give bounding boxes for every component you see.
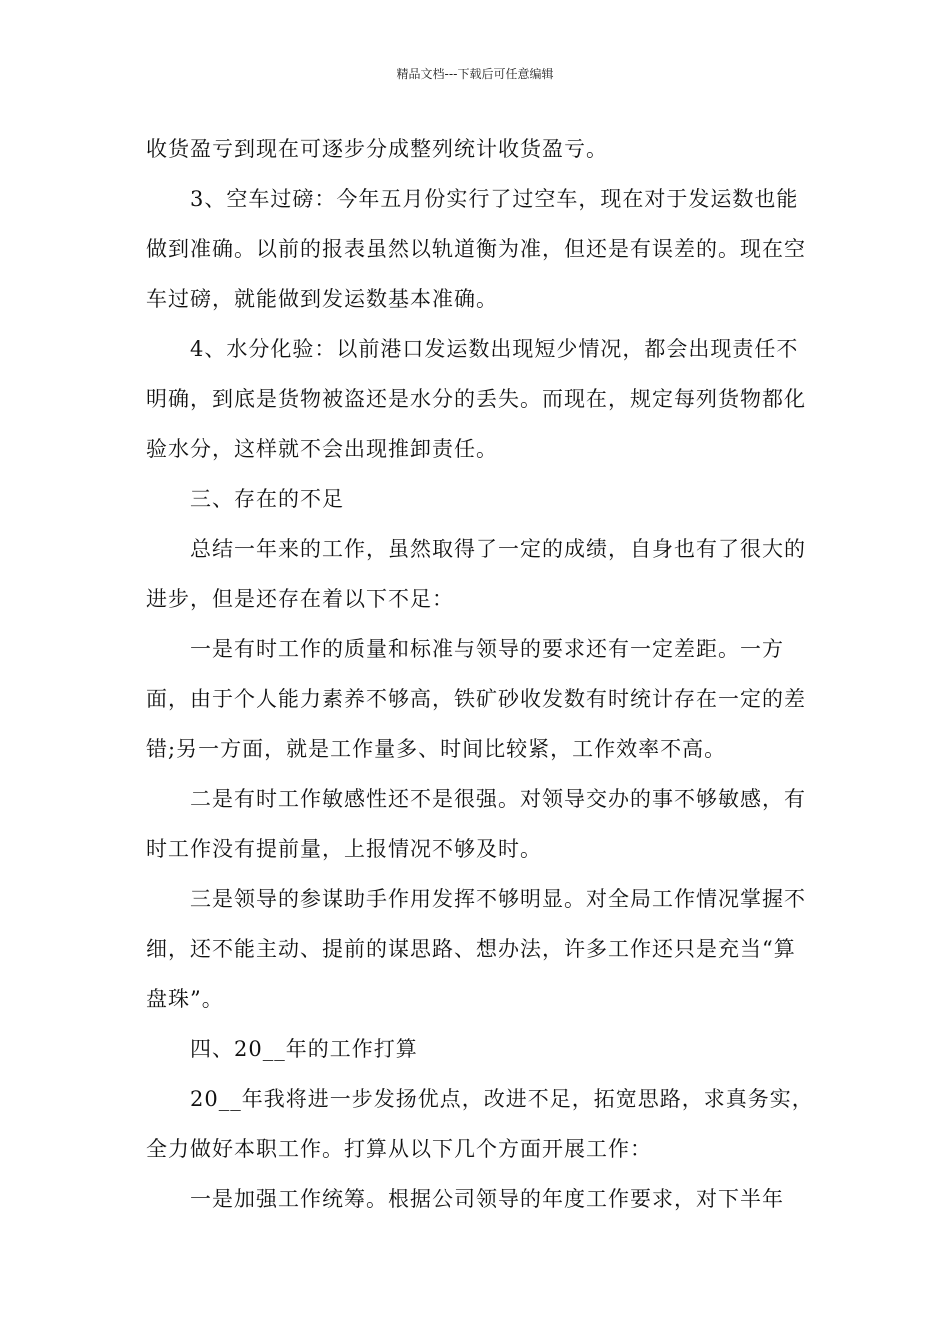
paragraph-continuation: 收货盈亏到现在可逐步分成整列统计收货盈亏。: [146, 137, 608, 161]
paragraph-empty-car-weighing: 3、空车过磅：今年五月份实行了过空车，现在对于发运数也能做到准确。以前的报表虽然以轨道衡为准，但还是有误差的。现在空车过磅，就能做到发运数基本准确。: [146, 187, 806, 311]
paragraph-shortcoming-3: 三是领导的参谋助手作用发挥不够明显。对全局工作情况掌握不细，还不能主动、提前的谋思路、想办法，许多工作还只是充当“算盘珠”。: [146, 887, 806, 1011]
section-heading-shortcomings: 三、存在的不足: [190, 487, 344, 511]
paragraph-summary: 总结一年来的工作，虽然取得了一定的成绩，自身也有了很大的进步，但是还存在着以下不足：: [146, 537, 806, 611]
paragraph-moisture-testing: 4、水分化验：以前港口发运数出现短少情况，都会出现责任不明确，到底是货物被盗还是水分的丢失。而现在，规定每列货物都化验水分，这样就不会出现推卸责任。: [146, 337, 806, 461]
paragraph-shortcoming-2: 二是有时工作敏感性还不是很强。对领导交办的事不够敏感，有时工作没有提前量，上报情况不够及时。: [146, 787, 806, 861]
page-header-watermark: 精品文档---下载后可任意编辑: [396, 67, 554, 81]
document-body: [146, 124, 816, 1224]
paragraph-shortcoming-1: 一是有时工作的质量和标准与领导的要求还有一定差距。一方面，由于个人能力素养不够高，铁矿砂收发数有时统计存在一定的差错;另一方面，就是工作量多、时间比较紧，工作效率不高。: [146, 637, 806, 761]
section-heading-work-plan: 四、20__年的工作打算: [190, 1037, 418, 1061]
paragraph-plan-1: 一是加强工作统筹。根据公司领导的年度工作要求，对下半年: [190, 1187, 784, 1211]
paragraph-plan-intro: 20__年我将进一步发扬优点，改进不足，拓宽思路，求真务实，全力做好本职工作。打算从以下几个方面开展工作：: [146, 1087, 814, 1161]
